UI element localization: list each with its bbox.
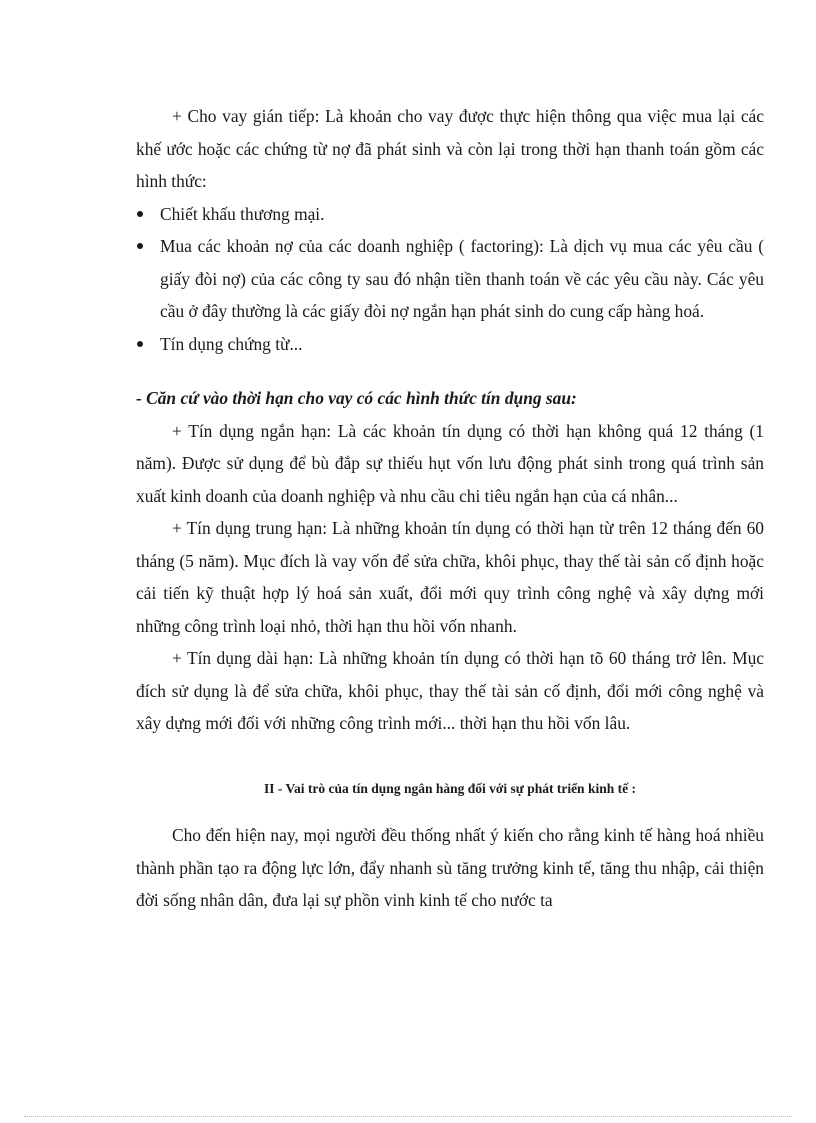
list-item <box>136 230 764 328</box>
bullet-icon <box>137 211 143 217</box>
section-heading: - Căn cứ vào thời hạn cho vay có các hình thức tín dụng sau: <box>136 388 577 408</box>
bullet-icon <box>137 341 143 347</box>
spacer <box>136 805 764 819</box>
list-item-text: Mua các khoản nợ của các doanh nghiệp ( factoring): Là dịch vụ mua các yêu cầu ( giấy đòi nợ) của các công ty sau đó nhận tiền thanh toán về các yêu cầu này. Các yêu cầu ở đây thường là các giấy đòi nợ ngắn hạn phát sinh do cung cấp hàng hoá. <box>160 236 764 321</box>
paragraph-long-term-credit: + Tín dụng dài hạn: Là những khoản tín dụng có thời hạn tõ 60 tháng trở lên. Mục đích sử dụng là để sửa chữa, khôi phục, thay thế tài sản cố định, đổi mới công nghệ và xây dựng mới đối với những công trình mới... thời hạn thu hồi vốn lâu. <box>136 648 764 733</box>
paragraph-indirect-lending: + Cho vay gián tiếp: Là khoản cho vay được thực hiện thông qua việc mua lại các khế ước hoặc các chứng từ nợ đã phát sinh và còn lại trong thời hạn thanh toán gồm các hình thức: <box>136 106 764 191</box>
list-item-text: Tín dụng chứng từ... <box>160 333 303 354</box>
spacer <box>136 740 764 773</box>
spacer <box>136 360 764 382</box>
list-item-text: Chiết khấu thương mại. <box>160 203 325 224</box>
paragraph-bank-credit-role: Cho đến hiện nay, mọi người đều thống nhất ý kiến cho rằng kinh tế hàng hoá nhiều thành phần tạo ra động lực lớn, đẩy nhanh sù tăng trưởng kinh tế, tăng thu nhập, cải thiện đời sống nhân dân, đưa lại sự phồn vinh kinh tế cho nước ta <box>136 825 764 910</box>
paragraph-medium-term-credit: + Tín dụng trung hạn: Là những khoản tín dụng có thời hạn từ trên 12 tháng đến 60 tháng (5 năm). Mục đích là vay vốn để sửa chữa, khôi phục, thay thế tài sản cố định hoặc cải tiến kỹ thuật hợp lý hoá sản xuất, đổi mới quy trình công nghệ và xây dựng mới những công trình loại nhỏ, thời hạn thu hồi vốn nhanh. <box>136 518 764 636</box>
section-title: II - Vai trò của tín dụng ngân hàng đối với sự phát triển kinh tế : <box>264 780 636 796</box>
paragraph-short-term-credit: + Tín dụng ngắn hạn: Là các khoản tín dụng có thời hạn không quá 12 tháng (1 năm). Được sử dụng để bù đắp sự thiếu hụt vốn lưu động phát sinh trong quá trình sản xuất kinh doanh của doanh nghiệp và nhu cầu chi tiêu ngắn hạn của cá nhân... <box>136 420 764 506</box>
list-item <box>136 328 764 361</box>
footer-divider <box>24 1116 792 1117</box>
document-body <box>136 100 764 917</box>
bullet-icon <box>137 243 143 249</box>
list-item <box>136 198 764 231</box>
bullet-list <box>136 198 764 361</box>
